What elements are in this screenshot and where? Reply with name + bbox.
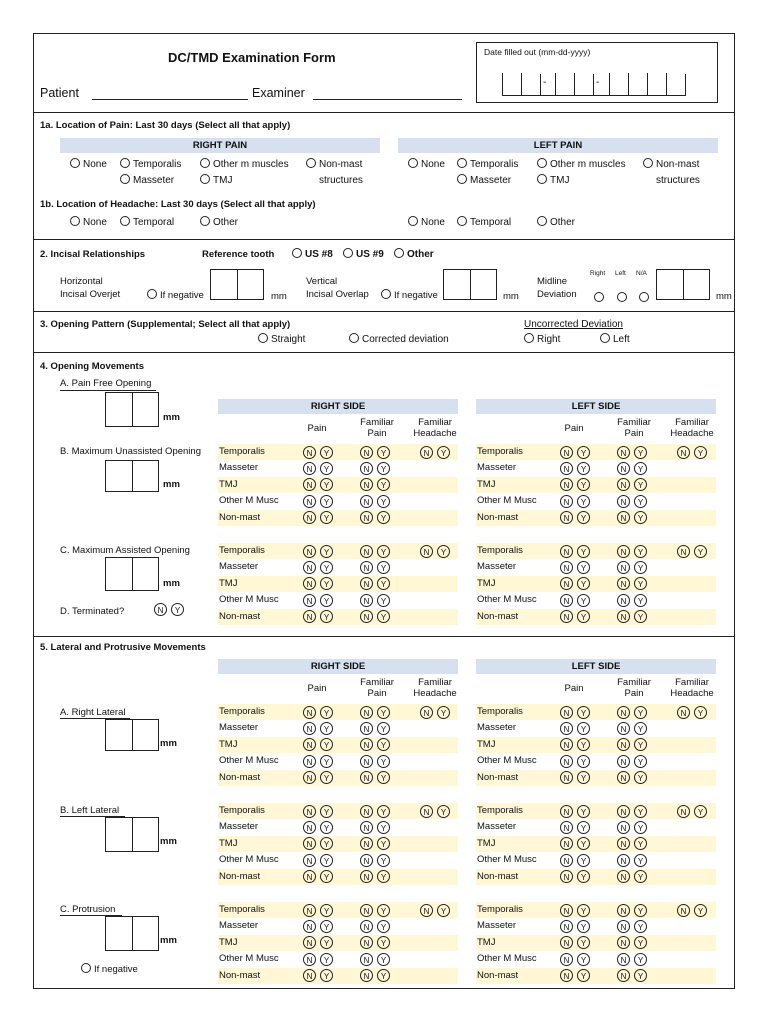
muscle-label: TMJ [219,936,238,948]
familiar-headache-ny[interactable]: N Y [420,545,450,558]
familiar-pain-ny[interactable]: N Y [617,722,647,735]
table-row [218,935,458,951]
familiar-headache-ny[interactable]: N Y [677,805,707,818]
table-row [476,477,716,493]
familiar-pain-ny[interactable]: N Y [617,738,647,751]
vert-label1: Vertical [306,276,338,287]
pain-ny[interactable]: N Y [560,446,590,459]
familiar-headache-ny[interactable]: N Y [420,706,450,719]
pain-ny[interactable]: N Y [560,771,590,784]
muscle-label: Temporalis [219,904,265,915]
muscle-label: TMJ [219,738,238,750]
pain-ny[interactable]: N Y [560,969,590,982]
s3-uncorr-right[interactable]: Right [524,333,560,345]
familiar-pain-ny[interactable]: N Y [360,594,390,607]
mm-label: mm [163,578,180,589]
familiar-pain-ny[interactable]: N Y [617,805,647,818]
s4-c-label: C. Maximum Assisted Opening [60,545,190,556]
familiar-pain-ny[interactable]: N Y [360,577,390,590]
patient-label: Patient [40,86,79,100]
familiar-headache-ny[interactable]: N Y [677,545,707,558]
midline-na-label: N/A [636,270,647,277]
muscle-label: Non-mast [477,870,519,882]
familiar-pain-ny[interactable]: N Y [617,577,647,590]
muscle-label: Masseter [219,561,259,573]
vert-overlap-box[interactable] [443,269,497,300]
r1a-structures-label: structures [319,175,363,186]
familiar-pain-ny[interactable]: N Y [617,755,647,768]
table-row [476,576,716,592]
pain-free-box[interactable] [105,392,159,427]
divider [33,352,735,353]
left-side-bar: LEFT SIDE [476,399,716,414]
r1a-non-mast[interactable]: Non-mast [306,158,362,170]
muscle-label: TMJ [219,478,238,490]
muscle-label: Masseter [219,920,259,932]
familiar-headache-col-header: Familiar Headache [413,417,457,439]
familiar-pain-ny[interactable]: N Y [617,594,647,607]
midline-box[interactable] [656,269,710,300]
familiar-pain-ny[interactable]: N Y [360,511,390,524]
familiar-pain-ny[interactable]: N Y [617,495,647,508]
muscle-label: TMJ [477,478,496,490]
mm-label: mm [160,935,177,946]
s5-b-label: B. Left Lateral [60,805,120,816]
pain-ny[interactable]: N Y [560,706,590,719]
familiar-pain-ny[interactable]: N Y [360,854,390,867]
muscle-label: Non-mast [477,610,519,622]
familiar-pain-ny[interactable]: N Y [617,511,647,524]
pain-ny[interactable]: N Y [560,545,590,558]
familiar-pain-ny[interactable]: N Y [617,446,647,459]
pain-ny[interactable]: N Y [560,511,590,524]
familiar-pain-ny[interactable]: N Y [360,771,390,784]
pain-ny[interactable]: N Y [560,854,590,867]
r1b-none[interactable]: None [70,216,107,228]
familiar-pain-ny[interactable]: N Y [617,837,647,850]
familiar-pain-ny[interactable]: N Y [360,805,390,818]
max-unassisted-box[interactable] [105,460,159,492]
s1a-title: 1a. Location of Pain: Last 30 days (Select all that apply) [40,120,291,131]
muscle-label: Other M Musc [477,495,537,507]
pain-ny[interactable]: N Y [560,478,590,491]
muscle-label: Other M Musc [219,953,279,965]
max-assisted-box[interactable] [105,557,159,591]
s5-title: 5. Lateral and Protrusive Movements [40,642,206,653]
familiar-pain-ny[interactable]: N Y [617,478,647,491]
horiz-label1: Horizontal [60,276,103,287]
pain-ny[interactable]: N Y [303,805,333,818]
divider [33,239,735,240]
pain-col-header: Pain [307,423,327,434]
pain-ny[interactable]: N Y [303,771,333,784]
muscle-label: Non-mast [477,969,519,981]
terminated-ny[interactable]: N Y [154,603,184,616]
midline-label2: Deviation [537,289,577,300]
muscle-label: Non-mast [219,610,261,622]
muscle-label: Masseter [219,821,259,833]
familiar-pain-col-header: Familiar Pain [617,417,651,439]
patient-field[interactable] [92,99,248,100]
muscle-label: Temporalis [219,706,265,717]
familiar-pain-ny[interactable]: N Y [617,462,647,475]
r1b-other[interactable]: Other [200,216,238,228]
pain-ny[interactable]: N Y [303,478,333,491]
mm-label: mm [716,291,732,302]
pain-ny[interactable]: N Y [560,755,590,768]
pain-ny[interactable]: N Y [303,610,333,623]
pain-ny[interactable]: N Y [303,870,333,883]
muscle-label: Other M Musc [477,953,537,965]
pain-ny[interactable]: N Y [560,495,590,508]
pain-ny[interactable]: N Y [560,561,590,574]
pain-ny[interactable]: N Y [303,561,333,574]
pain-ny[interactable]: N Y [560,577,590,590]
muscle-label: Temporalis [477,446,523,457]
pain-ny[interactable]: N Y [303,511,333,524]
muscle-label: Masseter [477,561,517,573]
l1a-masseter[interactable]: Masseter [457,174,511,186]
pain-col-header: Pain [564,423,584,434]
ref-tooth-label: Reference tooth [202,249,275,260]
familiar-headache-ny[interactable]: N Y [420,904,450,917]
pain-ny[interactable]: N Y [303,577,333,590]
muscle-label: TMJ [477,936,496,948]
muscle-label: Non-mast [219,969,261,981]
ref-us8[interactable]: US #8 [292,248,333,260]
familiar-pain-ny[interactable]: N Y [360,478,390,491]
s3-uncorr-left[interactable]: Left [600,333,630,345]
familiar-pain-ny[interactable]: N Y [617,821,647,834]
muscle-label: Masseter [477,821,517,833]
right-side-bar: RIGHT SIDE [218,399,458,414]
table-row [218,477,458,493]
pain-ny[interactable]: N Y [303,920,333,933]
pain-ny[interactable]: N Y [303,545,333,558]
familiar-headache-col-header: Familiar Headache [670,677,714,699]
muscle-label: TMJ [219,837,238,849]
horiz-overjet-box[interactable] [210,269,264,300]
familiar-pain-ny[interactable]: N Y [360,446,390,459]
muscle-label: Temporalis [477,545,523,556]
vert-if-negative[interactable]: If negative [381,289,438,301]
protrusion-if-negative[interactable]: If negative [81,963,138,975]
muscle-label: Other M Musc [477,755,537,767]
midline-label1: Midline [537,276,568,287]
muscle-label: Non-mast [219,870,261,882]
familiar-pain-ny[interactable]: N Y [617,610,647,623]
muscle-label: TMJ [477,738,496,750]
horiz-if-negative[interactable]: If negative [147,289,204,301]
muscle-label: Masseter [477,920,517,932]
midline-right-label: Right [590,270,606,277]
muscle-label: Masseter [219,462,259,474]
pain-ny[interactable]: N Y [560,805,590,818]
muscle-label: Masseter [219,722,259,734]
s1b-title: 1b. Location of Headache: Last 30 days (Select all that apply) [40,199,316,210]
mm-label: mm [503,291,519,302]
left-side-bar: LEFT SIDE [476,659,716,674]
familiar-pain-ny[interactable]: N Y [617,870,647,883]
right-pain-bar: RIGHT PAIN [60,138,380,153]
familiar-pain-ny[interactable]: N Y [617,854,647,867]
s5-c-label: C. Protrusion [60,904,116,915]
muscle-label: Masseter [477,722,517,734]
pain-ny[interactable]: N Y [303,706,333,719]
s4-title: 4. Opening Movements [40,361,144,372]
divider [33,636,735,637]
familiar-headache-col-header: Familiar Headache [413,677,457,699]
pain-ny[interactable]: N Y [560,953,590,966]
midline-left-radio[interactable] [617,288,630,306]
familiar-pain-ny[interactable]: N Y [360,545,390,558]
muscle-label: Masseter [477,462,517,474]
pain-ny[interactable]: N Y [560,738,590,751]
table-row [476,935,716,951]
s4-a-label: A. Pain Free Opening [60,378,152,389]
mm-label: mm [163,479,180,490]
familiar-pain-ny[interactable]: N Y [360,870,390,883]
familiar-pain-ny[interactable]: N Y [360,610,390,623]
familiar-pain-ny[interactable]: N Y [617,969,647,982]
pain-ny[interactable]: N Y [560,462,590,475]
muscle-label: Temporalis [219,805,265,816]
muscle-label: Non-mast [219,511,261,523]
table-row [218,836,458,852]
date-label: Date filled out (mm-dd-yyyy) [484,47,591,57]
familiar-pain-ny[interactable]: N Y [617,706,647,719]
muscle-label: Non-mast [477,771,519,783]
mm-label: mm [163,412,180,423]
pain-ny[interactable]: N Y [560,936,590,949]
familiar-pain-ny[interactable]: N Y [360,920,390,933]
l1a-temporalis[interactable]: Temporalis [457,158,518,170]
familiar-pain-ny[interactable]: N Y [360,738,390,751]
pain-ny[interactable]: N Y [303,936,333,949]
pain-col-header: Pain [307,683,327,694]
pain-ny[interactable]: N Y [560,610,590,623]
form-title: DC/TMD Examination Form [168,50,336,65]
muscle-label: Other M Musc [477,594,537,606]
muscle-label: Other M Musc [219,755,279,767]
r1a-tmj[interactable]: TMJ [200,174,232,186]
mm-label: mm [160,836,177,847]
pain-ny[interactable]: N Y [303,462,333,475]
l1b-other[interactable]: Other [537,216,575,228]
pain-ny[interactable]: N Y [303,738,333,751]
s3-straight[interactable]: Straight [258,333,305,345]
familiar-headache-ny[interactable]: N Y [677,446,707,459]
familiar-pain-ny[interactable]: N Y [360,953,390,966]
l1a-other-m[interactable]: Other m muscles [537,158,626,170]
l1b-temporal[interactable]: Temporal [457,216,511,228]
muscle-label: Temporalis [219,446,265,457]
muscle-label: Other M Musc [219,594,279,606]
pain-ny[interactable]: N Y [560,821,590,834]
r1a-other-m[interactable]: Other m muscles [200,158,289,170]
r1a-none[interactable]: None [70,158,107,170]
familiar-pain-ny[interactable]: N Y [360,755,390,768]
muscle-label: Temporalis [477,805,523,816]
r1a-temporalis[interactable]: Temporalis [120,158,181,170]
l1b-none[interactable]: None [408,216,445,228]
familiar-headache-ny[interactable]: N Y [420,805,450,818]
muscle-label: Temporalis [477,706,523,717]
familiar-headache-ny[interactable]: N Y [677,904,707,917]
muscle-label: Non-mast [477,511,519,523]
pain-ny[interactable]: N Y [303,904,333,917]
mm-label: mm [271,291,287,302]
muscle-label: Temporalis [219,545,265,556]
table-row [476,737,716,753]
divider [33,112,735,113]
ref-other[interactable]: Other [394,248,434,260]
s3-corrected[interactable]: Corrected deviation [349,333,449,345]
l1a-non-mast[interactable]: Non-mast [643,158,699,170]
muscle-label: TMJ [477,577,496,589]
pain-ny[interactable]: N Y [303,755,333,768]
mm-label: mm [160,738,177,749]
examiner-label: Examiner [252,86,305,100]
pain-ny[interactable]: N Y [303,722,333,735]
l1a-structures-label: structures [656,175,700,186]
divider [33,311,735,312]
muscle-label: Other M Musc [219,854,279,866]
familiar-headache-col-header: Familiar Headache [670,417,714,439]
pain-ny[interactable]: N Y [560,870,590,883]
muscle-label: Temporalis [477,904,523,915]
r1b-temporal[interactable]: Temporal [120,216,174,228]
s3-title: 3. Opening Pattern (Supplemental; Select all that apply) [40,319,291,330]
familiar-pain-ny[interactable]: N Y [617,936,647,949]
pain-ny[interactable]: N Y [303,446,333,459]
left-pain-bar: LEFT PAIN [398,138,718,153]
vert-label2: Incisal Overlap [306,289,369,300]
familiar-pain-ny[interactable]: N Y [617,561,647,574]
familiar-pain-ny[interactable]: N Y [360,706,390,719]
pain-ny[interactable]: N Y [303,854,333,867]
familiar-pain-col-header: Familiar Pain [360,677,394,699]
muscle-label: TMJ [219,577,238,589]
examiner-field[interactable] [313,99,462,100]
familiar-pain-ny[interactable]: N Y [360,495,390,508]
table-row [218,576,458,592]
familiar-pain-ny[interactable]: N Y [617,920,647,933]
protrusion-box[interactable] [105,916,159,951]
familiar-pain-ny[interactable]: N Y [617,545,647,558]
s4-b-label: B. Maximum Unassisted Opening [60,446,201,457]
pain-ny[interactable]: N Y [303,837,333,850]
midline-na-radio[interactable] [639,288,652,306]
muscle-label: TMJ [477,837,496,849]
pain-ny[interactable]: N Y [303,821,333,834]
right-lateral-box[interactable] [105,719,159,751]
l1a-tmj[interactable]: TMJ [537,174,569,186]
familiar-pain-ny[interactable]: N Y [617,904,647,917]
pain-ny[interactable]: N Y [303,495,333,508]
familiar-pain-ny[interactable]: N Y [360,561,390,574]
s5-a-label: A. Right Lateral [60,707,126,718]
pain-ny[interactable]: N Y [560,722,590,735]
left-lateral-box[interactable] [105,817,159,852]
table-row [218,737,458,753]
midline-right-radio[interactable] [594,288,607,306]
familiar-pain-ny[interactable]: N Y [360,462,390,475]
pain-ny[interactable]: N Y [303,594,333,607]
pain-ny[interactable]: N Y [303,953,333,966]
familiar-pain-ny[interactable]: N Y [360,969,390,982]
s4-d-label: D. Terminated? [60,606,125,617]
s2-title: 2. Incisal Relationships [40,249,146,260]
l1a-none[interactable]: None [408,158,445,170]
pain-ny[interactable]: N Y [303,969,333,982]
pain-col-header: Pain [564,683,584,694]
familiar-headache-ny[interactable]: N Y [420,446,450,459]
ref-us9[interactable]: US #9 [343,248,384,260]
pain-ny[interactable]: N Y [560,920,590,933]
familiar-pain-ny[interactable]: N Y [360,936,390,949]
familiar-headache-ny[interactable]: N Y [677,706,707,719]
s3-uncorrected-label: Uncorrected Deviation [524,319,623,330]
familiar-pain-ny[interactable]: N Y [360,837,390,850]
midline-left-label: Left [615,270,626,277]
table-row [476,836,716,852]
muscle-label: Other M Musc [219,495,279,507]
muscle-label: Non-mast [219,771,261,783]
familiar-pain-col-header: Familiar Pain [617,677,651,699]
familiar-pain-ny[interactable]: N Y [617,771,647,784]
muscle-label: Other M Musc [477,854,537,866]
familiar-pain-col-header: Familiar Pain [360,417,394,439]
pain-ny[interactable]: N Y [560,904,590,917]
r1a-masseter[interactable]: Masseter [120,174,174,186]
pain-ny[interactable]: N Y [560,594,590,607]
familiar-pain-ny[interactable]: N Y [617,953,647,966]
familiar-pain-ny[interactable]: N Y [360,722,390,735]
right-side-bar: RIGHT SIDE [218,659,458,674]
familiar-pain-ny[interactable]: N Y [360,821,390,834]
familiar-pain-ny[interactable]: N Y [360,904,390,917]
horiz-label2: Incisal Overjet [60,289,121,300]
pain-ny[interactable]: N Y [560,837,590,850]
